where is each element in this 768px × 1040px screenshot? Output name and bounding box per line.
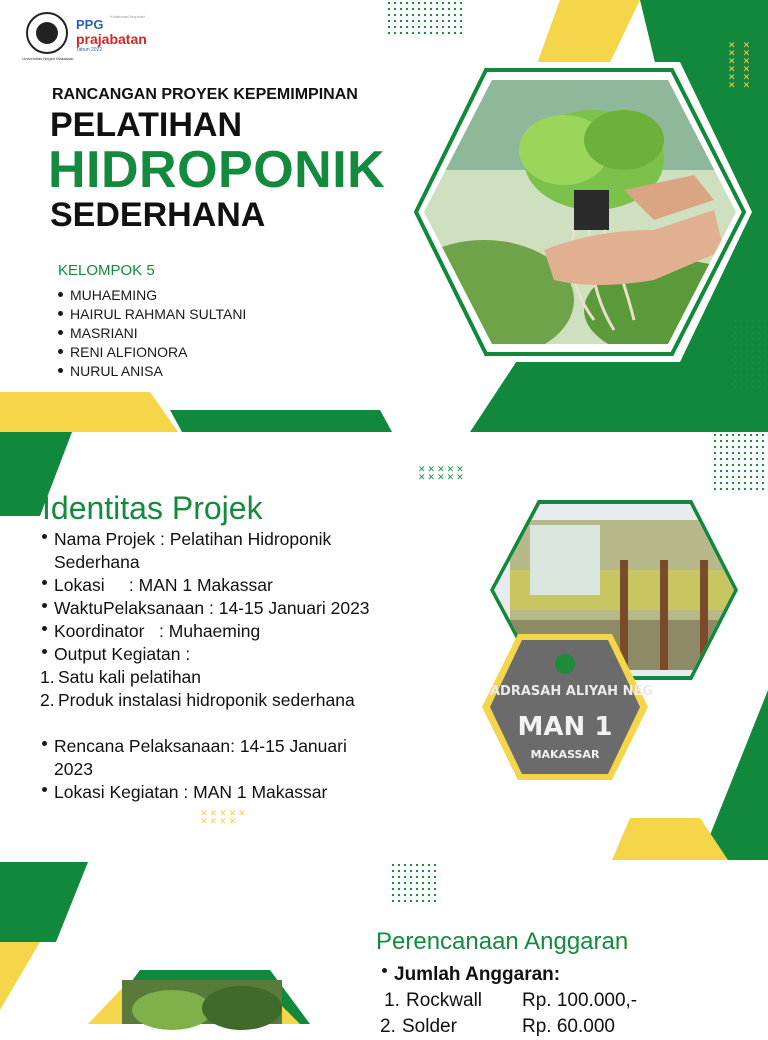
member-item: NURUL ANISA bbox=[56, 362, 246, 381]
dot-pattern-right bbox=[732, 318, 768, 390]
logo-caption: Universitas Negeri Makassar bbox=[22, 56, 74, 61]
budget-item: Rockwall bbox=[406, 990, 483, 1011]
ppg-text: PPG bbox=[76, 17, 104, 32]
dot-pattern-mid bbox=[712, 432, 768, 492]
output-text: Satu kali pelatihan bbox=[58, 667, 202, 687]
identitas-heading: Identitas Projek bbox=[42, 490, 263, 526]
prajabatan-text: prajabatan bbox=[76, 31, 147, 47]
title-line2: HIDROPONIK bbox=[48, 141, 386, 199]
budget-price: Rp. 60.000 bbox=[522, 1016, 615, 1037]
output-number: 2. bbox=[40, 690, 55, 710]
budget-row bbox=[380, 988, 760, 1014]
sign-man1: MAN 1 bbox=[517, 712, 613, 742]
anggaran-heading: Perencanaan Anggaran bbox=[376, 928, 629, 955]
rencana-l1: Rencana Pelaksanaan: 14-15 Januari bbox=[54, 736, 347, 756]
budget-item: Solder bbox=[402, 1016, 457, 1037]
budget-number: 1. bbox=[384, 990, 400, 1011]
tahun-text: Tahun 2022 bbox=[76, 47, 103, 53]
ppg-logo bbox=[76, 18, 147, 54]
nama-projek-l2: Sederhana bbox=[54, 552, 140, 572]
title-line1: PELATIHAN bbox=[50, 106, 243, 144]
member-item: MASRIANI bbox=[56, 324, 246, 343]
cross-pattern-green: ✕✕✕✕✕ ✕✕✕✕✕ bbox=[418, 465, 466, 483]
rencana-item bbox=[40, 735, 470, 781]
ppg-small-note: Kolaborasi Inspirasi bbox=[110, 14, 145, 19]
anggaran-list bbox=[380, 962, 760, 1040]
koordinator-item: Koordinator : Muhaeming bbox=[40, 620, 470, 643]
output-number: 1. bbox=[40, 667, 55, 687]
group-label: KELOMPOK 5 bbox=[58, 262, 155, 279]
dot-pattern-top bbox=[386, 0, 464, 34]
cross-pattern-yellow: ✕ ✕ ✕ ✕ ✕ ✕ ✕ ✕ ✕ ✕ ✕ ✕ bbox=[728, 41, 753, 91]
sign-text: ADRASAH ALIYAH NEG bbox=[490, 684, 654, 699]
dot-pattern-bottom bbox=[390, 862, 440, 904]
member-item: HAIRUL RAHMAN SULTANI bbox=[56, 305, 246, 324]
plant-photo bbox=[112, 980, 292, 1024]
budget-row bbox=[380, 1014, 760, 1040]
member-list bbox=[56, 286, 246, 381]
budget-price: Rp. 100.000,- bbox=[522, 990, 638, 1011]
sign-city: MAKASSAR bbox=[530, 748, 600, 761]
output-item: Output Kegiatan : bbox=[40, 643, 470, 666]
title-line3: SEDERHANA bbox=[50, 196, 266, 234]
cross-pattern-yellow-2: ✕✕✕✕✕ ✕✕✕✕ bbox=[200, 809, 248, 827]
title-subtitle: RANCANGAN PROYEK KEPEMIMPINAN bbox=[52, 86, 358, 103]
university-logo bbox=[26, 12, 68, 54]
nama-projek-l1: Nama Projek : Pelatihan Hidroponik bbox=[54, 529, 332, 549]
lokasi-item: Lokasi : MAN 1 Makassar bbox=[40, 574, 470, 597]
man1-sign-photo bbox=[480, 632, 654, 782]
output-2 bbox=[40, 689, 470, 712]
lokasi-kegiatan-item: Lokasi Kegiatan : MAN 1 Makassar bbox=[40, 781, 470, 804]
output-1 bbox=[40, 666, 470, 689]
hydroponic-photo bbox=[424, 80, 736, 344]
rencana-l2: 2023 bbox=[54, 759, 93, 779]
budget-number: 2. bbox=[380, 1016, 396, 1037]
member-item: MUHAEMING bbox=[56, 286, 246, 305]
waktu-item: WaktuPelaksanaan : 14-15 Januari 2023 bbox=[40, 597, 470, 620]
jumlah-anggaran: Jumlah Anggaran: bbox=[380, 962, 760, 988]
member-item: RENI ALFIONORA bbox=[56, 343, 246, 362]
nama-projek-item bbox=[40, 528, 470, 574]
identitas-list bbox=[40, 528, 470, 804]
output-text: Produk instalasi hidroponik sederhana bbox=[58, 690, 355, 710]
